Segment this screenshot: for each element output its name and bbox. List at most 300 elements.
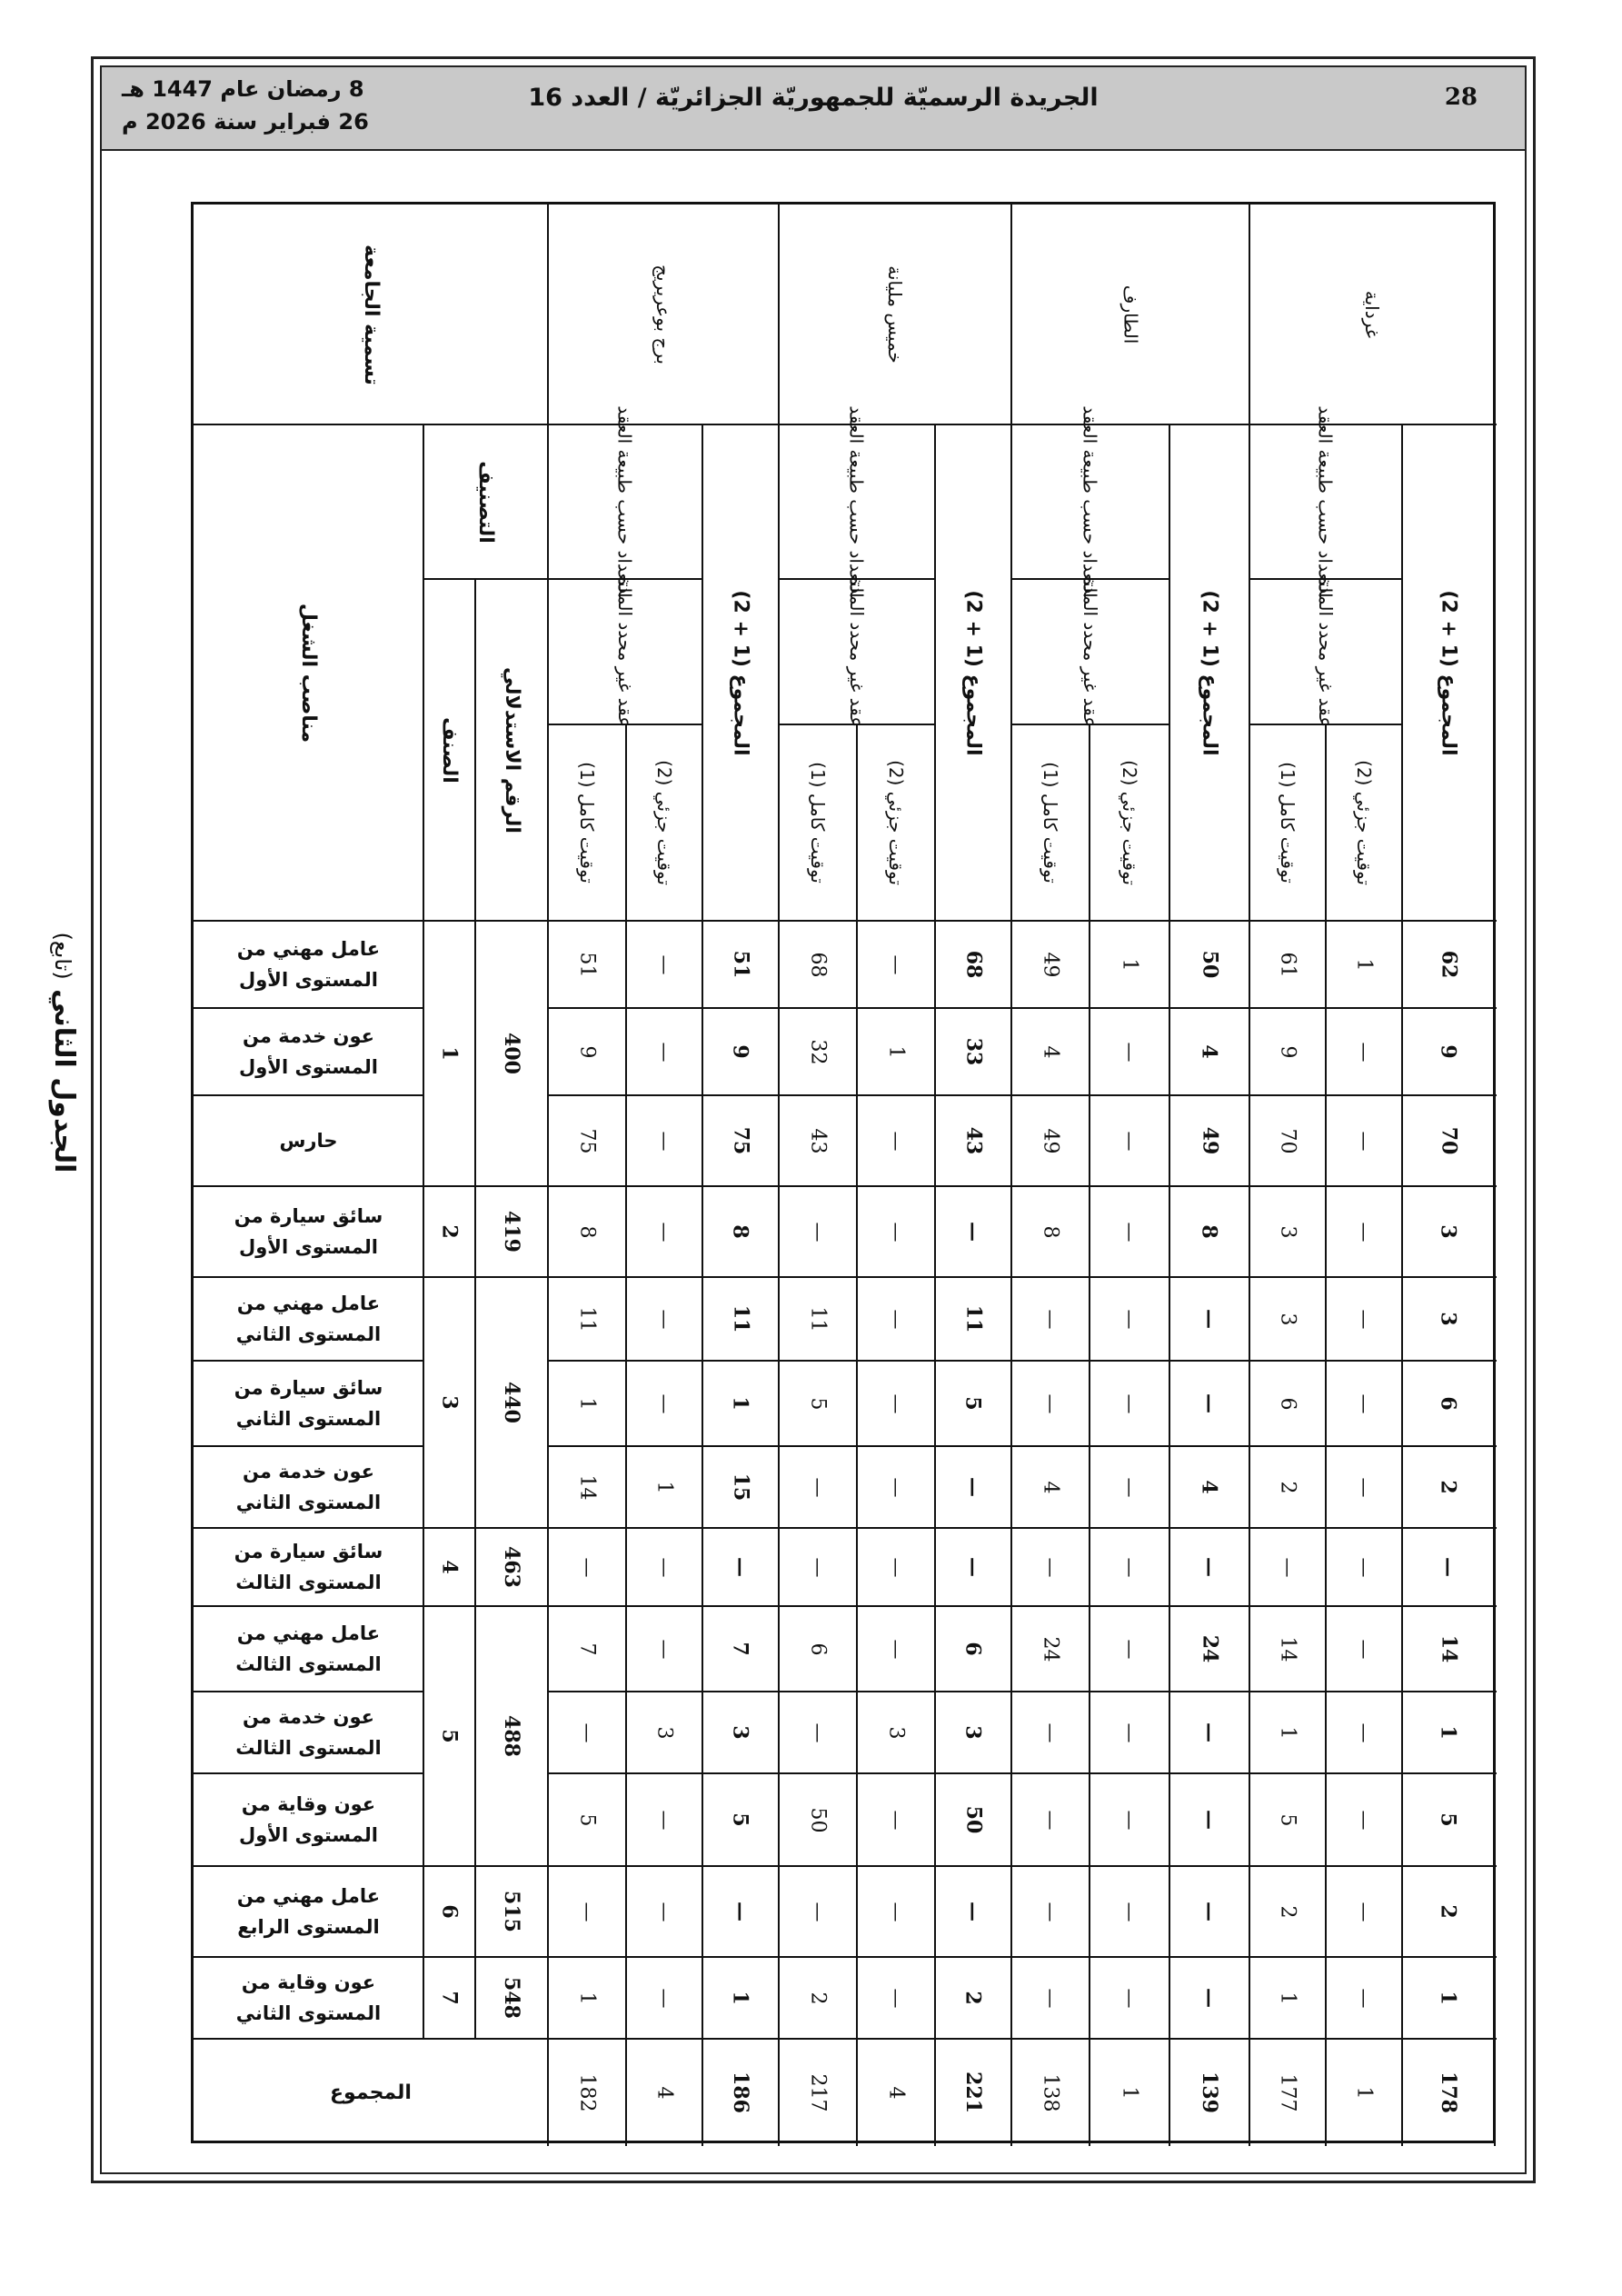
row-value-text: — [1352,1222,1376,1242]
grand-total-value-text: 182 [575,2073,599,2111]
row-value [1326,1606,1402,1692]
row-value [548,1957,626,2039]
total-label [935,424,1011,921]
grand-total-value-text: 221 [961,2071,985,2113]
row-value [626,1773,702,1866]
row-value [548,1692,626,1773]
row-value-text: — [1118,1557,1141,1577]
row-total-value [1169,1606,1249,1692]
row-value-text: — [1118,1042,1141,1062]
row-value [857,1528,935,1606]
row-value [626,1692,702,1773]
index-value [475,1606,548,1866]
row-value [1011,1277,1090,1361]
row-value-text: — [884,1393,908,1413]
row-value-text: 3 [884,1726,908,1739]
row-value [857,1446,935,1528]
post-name-text: حارس [279,1130,338,1152]
row-total-value [935,1692,1011,1773]
total-label-text: المجموع (1 + 2) [1198,589,1221,756]
staff-by-contract-label-text: التعداد حسب طبيعة العقد [1315,405,1338,598]
row-total-value-text: 7 [729,1642,752,1656]
row-value [626,1277,702,1361]
post-name-text: عامل مهني من المستوى الثالث [235,1622,382,1675]
row-total-value-text: 1 [729,1991,752,2005]
full-time-label [1011,724,1090,921]
category-value [423,921,475,1186]
row-value [548,1361,626,1446]
grand-total-value-text: 4 [652,2086,676,2099]
row-value-text: 32 [806,1039,830,1064]
row-total-value [1402,1773,1495,1866]
row-total-value [1402,1008,1495,1095]
row-value [626,1957,702,2039]
row-value-text: 1 [575,1397,599,1410]
row-value-text: — [652,1393,676,1413]
row-value [1011,1866,1090,1957]
index-value [475,1277,548,1528]
row-total-value [702,1528,779,1606]
row-value [548,1277,626,1361]
post-name [194,1528,423,1606]
row-total-value [935,1095,1011,1186]
row-total-value [935,1277,1011,1361]
grand-total-value [857,2039,935,2146]
row-value-text: 70 [1276,1128,1299,1153]
index-value [475,1866,548,1957]
row-total-value-text: 49 [1198,1126,1221,1155]
row-value-text: — [652,1131,676,1151]
row-total-value-text: — [961,1477,985,1497]
row-total-value-text: 3 [1437,1224,1460,1239]
row-value [857,1277,935,1361]
university-name-3 [1011,205,1249,424]
row-total-value [702,1095,779,1186]
row-total-value [1402,1606,1495,1692]
post-name-text: عون خدمة من المستوى الأول [239,1025,378,1078]
index-value-text: 463 [500,1546,523,1588]
grand-total-value-text: 178 [1437,2071,1460,2113]
part-time-label-text: توقيت جزئي (2) [1353,760,1375,885]
row-total-value-text: 9 [729,1044,752,1059]
row-total-value [935,1446,1011,1528]
row-total-value [1402,1528,1495,1606]
row-value [779,1361,857,1446]
row-total-value [1402,1446,1495,1528]
row-value [1011,1957,1090,2039]
row-total-value-text: — [1198,1393,1221,1413]
category-value [423,1528,475,1606]
row-value-text: 49 [1039,1128,1062,1153]
header-category-label [423,579,475,921]
row-value-text: 6 [1276,1397,1299,1410]
row-total-value [935,1606,1011,1692]
row-total-value [702,921,779,1008]
category-value-text: 2 [437,1224,462,1239]
row-total-value [702,1866,779,1957]
staff-by-contract-label [1249,405,1402,598]
row-value [857,1186,935,1277]
total-label [1402,424,1495,921]
row-total-value-text: 6 [961,1642,985,1656]
row-value [548,1008,626,1095]
row-value [1090,1773,1169,1866]
post-name [194,921,423,1008]
row-value [626,1186,702,1277]
row-value-text: — [1352,1477,1376,1497]
row-value-text: — [1039,1902,1062,1922]
row-total-value-text: — [961,1222,985,1242]
row-value [1090,1866,1169,1957]
row-total-value-text: 3 [1437,1312,1460,1326]
row-value [1011,1528,1090,1606]
row-value [1249,1957,1326,2039]
row-value [1326,1773,1402,1866]
row-value [626,1095,702,1186]
post-name [194,1692,423,1773]
post-name [194,1361,423,1446]
row-value [1249,1692,1326,1773]
row-value [1090,1957,1169,2039]
row-value-text: — [806,1477,830,1497]
row-value [626,1008,702,1095]
row-value [1249,1528,1326,1606]
row-value-text: — [652,1309,676,1329]
row-value-text: 2 [1276,1905,1299,1918]
university-name-2 [779,205,1011,424]
row-total-value [1169,1957,1249,2039]
row-value-text: 14 [1276,1636,1299,1662]
row-value [1090,921,1169,1008]
post-name-text: سائق سيارة من المستوى الأول [234,1205,383,1258]
row-value-text: 1 [1276,1992,1299,2004]
row-value-text: — [884,1810,908,1830]
row-value [1249,1866,1326,1957]
row-value-text: 43 [806,1128,830,1153]
row-value-text: — [806,1222,830,1242]
full-time-label-text: توقيت كامل (1) [576,762,599,883]
row-value [1326,1277,1402,1361]
post-name [194,1186,423,1277]
row-value [1326,1446,1402,1528]
row-value-text: — [652,1902,676,1922]
row-total-value-text: 15 [729,1472,752,1502]
index-value-text: 488 [500,1715,523,1757]
row-value [1249,1008,1326,1095]
row-total-value [702,1957,779,2039]
row-value-text: — [1352,1393,1376,1413]
table-caption-note: (تابع) [50,932,75,980]
row-value [779,1277,857,1361]
university-name-2-text: خميس مليانة [883,265,906,364]
row-total-value [935,1773,1011,1866]
row-value-text: — [652,1222,676,1242]
post-name-text: سائق سيارة من المستوى الثاني [234,1377,383,1430]
grand-total-value-text: 1 [1352,2086,1376,2099]
row-value [1326,1957,1402,2039]
row-value-text: — [1039,1988,1062,2008]
row-total-value-text: 33 [961,1037,985,1066]
row-value [857,1095,935,1186]
row-total-value [702,1361,779,1446]
indefinite-contract-label [548,575,702,728]
grand-total-value-text: 139 [1198,2071,1221,2113]
row-value [857,1866,935,1957]
university-name-3-text: الطارف [1119,285,1141,344]
row-value [1249,1361,1326,1446]
row-total-value-text: 8 [1198,1224,1221,1239]
row-total-value-text: 5 [961,1396,985,1411]
row-value-text: — [1039,1557,1062,1577]
header-posts-label [194,424,423,921]
row-value-text: — [806,1722,830,1742]
index-value-text: 440 [500,1382,523,1423]
full-time-label [548,724,626,921]
post-name-text: عون خدمة من المستوى الثاني [235,1461,382,1513]
row-value-text: 2 [806,1992,830,2004]
post-name [194,1095,423,1186]
category-value-text: 1 [437,1046,462,1061]
row-value [1249,921,1326,1008]
row-total-value-text: — [729,1557,752,1577]
row-value-text: — [1352,1042,1376,1062]
row-total-value-text: — [1198,1988,1221,2008]
row-value-text: — [1276,1557,1299,1577]
row-value-text: — [1352,1810,1376,1830]
row-value [548,1528,626,1606]
post-name [194,1446,423,1528]
row-value-text: — [1118,1222,1141,1242]
category-value-text: 7 [437,1991,462,2005]
university-name-4 [1249,205,1495,424]
row-value [857,1361,935,1446]
indefinite-contract-label [1011,575,1169,728]
row-total-value [1169,1773,1249,1866]
row-total-value [1402,1957,1495,2039]
row-value-text: — [1118,1722,1141,1742]
row-total-value [935,1186,1011,1277]
row-value [1249,1186,1326,1277]
row-total-value-text: 1 [1437,1725,1460,1740]
grand-total-value-text: 217 [806,2073,830,2111]
post-name [194,1773,423,1866]
row-total-value [935,921,1011,1008]
row-total-value-text: 24 [1198,1634,1221,1663]
grand-total-value [1011,2039,1090,2146]
row-value-text: 9 [575,1045,599,1058]
row-value-text: 2 [1276,1481,1299,1493]
total-row-label-text: المجموع [330,2081,412,2104]
row-total-value [935,1361,1011,1446]
staff-by-contract-label [1011,405,1169,598]
row-value-text: — [1039,1393,1062,1413]
row-value-text: 3 [652,1726,676,1739]
row-total-value-text: 43 [961,1126,985,1155]
header-university-label-text: تسمية الجامعة [359,244,383,385]
row-value-text: 8 [575,1225,599,1238]
staff-by-contract-label-text: التعداد حسب طبيعة العقد [614,405,637,598]
row-value [1011,1773,1090,1866]
category-value-text: 5 [437,1729,462,1743]
row-total-value-text: 2 [1437,1904,1460,1919]
grand-total-value-text: 138 [1039,2073,1062,2111]
row-value [1011,1446,1090,1528]
row-value-text: — [1352,1557,1376,1577]
row-value-text: 68 [806,952,830,977]
indefinite-contract-label-text: عقد غير محدد المدة [1315,575,1337,728]
row-value-text: — [652,954,676,974]
index-value [475,1957,548,2039]
grand-total-value [779,2039,857,2146]
row-value [1249,1095,1326,1186]
row-total-value [1402,921,1495,1008]
category-value [423,1606,475,1866]
category-value [423,1866,475,1957]
row-value-text: 6 [806,1642,830,1655]
row-value-text: — [806,1557,830,1577]
row-total-value [1169,1528,1249,1606]
row-total-value-text: — [961,1902,985,1922]
row-value [1326,1866,1402,1957]
row-value [1011,1692,1090,1773]
category-value-text: 3 [437,1395,462,1410]
row-value-text: 9 [1276,1045,1299,1058]
grand-total-value-text: 4 [884,2086,908,2099]
row-value-text: 5 [575,1813,599,1826]
row-value [1090,1095,1169,1186]
row-value-text: — [1118,1309,1141,1329]
row-total-value-text: 51 [729,950,752,979]
row-value-text: — [1118,1393,1141,1413]
grand-total-value [1169,2039,1249,2146]
row-value [1011,1186,1090,1277]
date-hijri: 8 رمضان عام 1447 هـ [122,76,364,102]
staff-by-contract-label-text: التعداد حسب طبيعة العقد [1080,405,1102,598]
row-value [1090,1606,1169,1692]
row-value [779,1773,857,1866]
full-time-label-text: توقيت كامل (1) [807,762,830,883]
index-value-text: 515 [500,1891,523,1932]
row-value [857,1008,935,1095]
index-value-text: 548 [500,1977,523,2019]
row-total-value [702,1773,779,1866]
row-total-value [1169,1446,1249,1528]
grand-total-value [702,2039,779,2146]
row-value-text: 61 [1276,952,1299,977]
post-name-text: عامل مهني من المستوى الثاني [235,1293,382,1345]
row-value-text: — [884,1477,908,1497]
category-value [423,1957,475,2039]
row-value [1326,1095,1402,1186]
post-name-text: عون وقاية من المستوى الثاني [235,1972,382,2024]
row-value-text: — [1118,1810,1141,1830]
row-total-value-text: 11 [961,1304,985,1333]
row-value [1090,1186,1169,1277]
row-value-text: — [806,1902,830,1922]
row-value-text: — [1039,1309,1062,1329]
header-classification-label [423,424,548,579]
row-value-text: — [652,1639,676,1659]
header-classification-label-text: التصنيف [474,460,497,544]
row-value-text: 75 [575,1128,599,1153]
header-index-label [475,579,548,921]
row-value [857,1606,935,1692]
row-value-text: — [575,1722,599,1742]
row-value-text: 50 [806,1807,830,1832]
row-value [1011,1361,1090,1446]
row-value [1011,1095,1090,1186]
row-total-value [1402,1866,1495,1957]
part-time-label [1090,724,1169,921]
row-value-text: — [1352,1988,1376,2008]
row-value [1090,1692,1169,1773]
row-total-value [1402,1095,1495,1186]
indefinite-contract-label-text: عقد غير محدد المدة [614,575,636,728]
row-value-text: — [884,1639,908,1659]
row-total-value-text: 11 [729,1304,752,1333]
row-total-value-text: 9 [1437,1044,1460,1059]
post-name-text: عامل مهني من المستوى الأول [236,938,381,991]
index-value [475,1186,548,1277]
row-value [1249,1277,1326,1361]
row-value [779,1957,857,2039]
post-name [194,1866,423,1957]
indefinite-contract-label [779,575,935,728]
row-value [779,1692,857,1773]
row-value [1326,1008,1402,1095]
row-value [1090,1528,1169,1606]
row-total-value [702,1008,779,1095]
row-value-text: — [1352,1131,1376,1151]
row-total-value-text: — [1198,1902,1221,1922]
row-total-value [702,1692,779,1773]
index-value-text: 419 [500,1211,523,1253]
full-time-label [1249,724,1326,921]
row-total-value-text: 14 [1437,1634,1460,1663]
post-name-text: عون خدمة من المستوى الثالث [235,1706,382,1759]
row-value [779,1606,857,1692]
full-time-label-text: توقيت كامل (1) [1040,762,1062,883]
total-label-text: المجموع (1 + 2) [1437,589,1460,756]
row-total-value-text: — [961,1557,985,1577]
staff-by-contract-label [548,405,702,598]
row-value [626,1606,702,1692]
row-value-text: 14 [575,1474,599,1500]
row-value [626,1361,702,1446]
row-value-text: 24 [1039,1636,1062,1662]
row-total-value-text: 8 [729,1224,752,1239]
row-total-value [935,1866,1011,1957]
row-value-text: — [575,1902,599,1922]
row-value-text: 5 [1276,1813,1299,1826]
row-value-text: — [1039,1722,1062,1742]
row-value-text: — [1352,1722,1376,1742]
row-total-value-text: 4 [1198,1480,1221,1494]
grand-total-value [935,2039,1011,2146]
row-value-text: — [1118,1988,1141,2008]
row-value-text: — [884,1557,908,1577]
row-total-value [1169,1361,1249,1446]
row-total-value [1402,1186,1495,1277]
row-value [857,1773,935,1866]
header-index-label-text: الرقم الاستدلالي [500,666,523,834]
row-total-value-text: 62 [1437,950,1460,979]
row-value [1090,1361,1169,1446]
indefinite-contract-label [1249,575,1402,728]
row-value [1090,1277,1169,1361]
row-total-value-text: 1 [1437,1991,1460,2005]
row-total-value-text: 1 [729,1396,752,1411]
